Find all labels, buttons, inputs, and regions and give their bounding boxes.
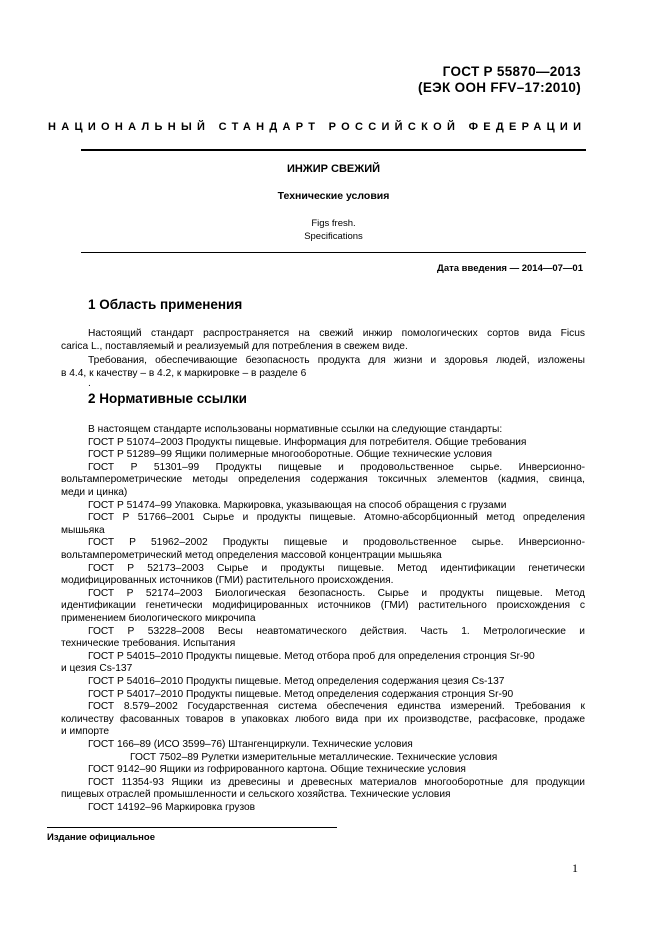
s2-line: и импорте [61,726,110,738]
national-standard-heading: НАЦИОНАЛЬНЫЙ СТАНДАРТ РОССИЙСКОЙ ФЕДЕРАЦИИ [48,121,587,133]
s2-line: ГОСТ 7502–89 Рулетки измерительные металлические. Технические условия [130,751,498,763]
s2-line: идентификации генетически модифицированных источников (ГМИ) растительного происхождения с [61,600,585,612]
s2-line: ГОСТ Р 51289–99 Ящики полимерные многооборотные. Общие технические условия [88,449,493,461]
s2-line: В настоящем стандарте использованы нормативные ссылки на следующие стандарты: [88,424,503,435]
s2-line: меди и цинка) [61,487,128,498]
s2-line: вольтамперометрические методы определения содержания токсичных элементов (кадмия, свинца, [61,474,585,486]
unece-number: (ЕЭК ООН FFV–17:2010) [418,80,581,95]
s2-line: ГОСТ Р 54017–2010 Продукты пищевые. Метод определения содержания стронция Sr-90 [88,688,514,700]
document-title: ИНЖИР СВЕЖИЙ [286,163,381,175]
s2-line: ГОСТ Р 51962–2002 Продукты пищевые и продовольственное сырье. Инверсионно- [88,537,585,549]
english-title-line2: Specifications [304,231,363,242]
s2-line: ГОСТ Р 52174–2003 Биологическая безопасность. Сырье и продукты пищевые. Метод [88,587,585,599]
s2-line: ГОСТ 11354-93 Ящики из древесины и древесных материалов многооборотные для продукции [88,776,585,788]
s2-line: ГОСТ 166–89 (ИСО 3599–76) Штангенциркули. Технические условия [88,739,413,750]
s2-line: ГОСТ Р 54016–2010 Продукты пищевые. Метод определения содержания цезия Cs-137 [88,676,505,687]
section-2-heading: 2 Нормативные ссылки [88,391,247,406]
footer-divider [47,827,337,828]
s1-line: в 4.4, к качеству – в 4.2, к маркировке – в разделе 6 [61,368,307,379]
page-number: 1 [572,861,578,875]
s2-line: ГОСТ Р 51301–99 Продукты пищевые и продовольственное сырье. Инверсионно- [88,461,585,473]
introduction-date: Дата введения — 2014—07—01 [437,263,583,274]
s2-line: ГОСТ 8.579–2002 Государственная система обеспечения единства измерений. Требования к [88,701,585,713]
s2-line: пищевых отраслей промышленности и сельского хозяйства. Технические условия [61,789,451,801]
document-subtitle: Технические условия [277,190,390,202]
s2-line: применением биологического микрочипа [61,613,256,624]
s2-line: вольтамперометрический метод определения массовой концентрации мышьяка [61,550,442,561]
s2-line: технические требования. Испытания [61,638,236,650]
s2-line: ГОСТ Р 51074–2003 Продукты пищевые. Информация для потребителя. Общие требования [88,436,527,448]
s1-line: Настоящий стандарт распространяется на свежий инжир помологических сортов вида Ficus [88,328,585,339]
s2-line: мышьяка [61,524,105,536]
top-divider [81,149,586,151]
title-divider [81,252,586,253]
s2-line: ГОСТ Р 51474–99 Упаковка. Маркировка, указывающая на способ обращения с грузами [88,499,507,511]
s1-line: carica L., поставляемый и реализуемый для потребления в свежем виде. [61,341,408,352]
s2-line: ГОСТ Р 53228–2008 Весы неавтоматического действия. Часть 1. Метрологические и [88,625,585,637]
s1-line: Требования, обеспечивающие безопасность продукта для жизни и здоровья людей, изложены [88,355,585,366]
s2-line: ГОСТ Р 52173–2003 Сырье и продукты пищевые. Метод идентификации генетически [88,562,585,574]
s2-line: количеству фасованных товаров в упаковках любого вида при их производстве, расфасовке, продаже [61,713,585,725]
s2-line: модифицированных источников (ГМИ) растительного происхождения. [61,575,394,587]
section-1-heading: 1 Область применения [88,297,243,312]
s2-line: и цезия Cs-137 [61,663,133,675]
s2-line: ГОСТ Р 54015–2010 Продукты пищевые. Метод отбора проб для определения стронция Sr-90 [88,650,535,662]
s2-line: ГОСТ 9142–90 Ящики из гофрированного картона. Общие технические условия [88,764,466,776]
english-title [81,217,586,243]
english-title-line1: Figs fresh. [311,218,356,229]
gost-number: ГОСТ Р 55870—2013 [442,64,581,79]
s2-line: ГОСТ 14192–96 Маркировка грузов [88,802,256,813]
official-edition-label: Издание официальное [47,832,155,843]
s2-line: ГОСТ Р 51766–2001 Сырье и продукты пищевые. Атомно-абсорбционный метод определения [88,512,585,524]
gost-number-block [418,64,581,96]
s1-line: . [88,378,91,389]
